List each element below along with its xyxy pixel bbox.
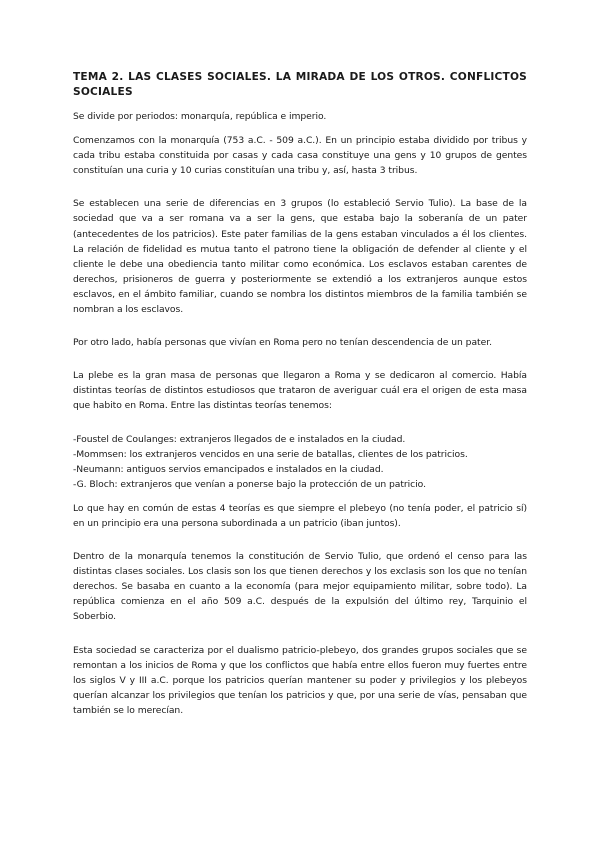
paragraph-common: Lo que hay en común de estas 4 teorías es que siempre el plebeyo (no tenía poder, el patricio sí) en un principio era una persona subordinada a un patricio (iban juntos). [73, 502, 527, 529]
list-item: -Foustel de Coulanges: extranjeros llegados de e instalados en la ciudad. [73, 433, 406, 445]
paragraph-no-pater: Por otro lado, había personas que vivían en Roma pero no tenían descendencia de un pater. [73, 337, 492, 349]
list-item: -G. Bloch: extranjeros que venían a ponerse bajo la protección de un patricio. [73, 478, 426, 490]
page-title: TEMA 2. LAS CLASES SOCIALES. LA MIRADA DE LOS OTROS. CONFLICTOS SOCIALES [73, 71, 527, 98]
paragraph-monarchy: Comenzamos con la monarquía (753 a.C. - 509 a.C.). En un principio estaba dividido por tribus y cada tribu estaba constituida por casas y cada casa constituye una gens y 10 grupos de gentes constituían una curia y 10 curias constituían una tribu y, así, hasta 3 tribus. [73, 135, 527, 177]
paragraph-plebe: La plebe es la gran masa de personas que llegaron a Roma y se dedicaron al comercio. Había distintas teorías de distintos estudiosos que trataron de averiguar cuál era el origen de esta masa que habito en Roma. Entre las distintas teorías tenemos: [73, 370, 527, 412]
theories-list [73, 432, 527, 492]
paragraph-servio-tulio: Dentro de la monarquía tenemos la constitución de Servio Tulio, que ordenó el censo para las distintas clases sociales. Los clasis son los que tienen derechos y los exclasis son los que no tenían derechos. Se basaba en cuanto a la economía (para mejor equipamiento militar, sobre todo). La república comienza en el año 509 a.C. después de la expulsión del último rey, Tarquinio el Soberbio. [73, 551, 527, 623]
paragraph-groups: Se establecen una serie de diferencias en 3 grupos (lo estableció Servio Tulio). La base de la sociedad que va a ser romana va a ser la gens, que estaba bajo la soberanía de un pater (antecedentes de los patricios). Este pater familias de la gens estaban vinculados a él los clientes. La relación de fidelidad es mutua tanto el patrono tiene la obligación de defender al cliente y el cliente le debe una obediencia tanto militar como económica. Los esclavos estaban carentes de derechos, prisioneros de guerra y posteriormente se extendió a los extranjeros aunque estos esclavos, en el ámbito familiar, cuando se nombra los distintos miembros de la familia también se nombran a los esclavos. [73, 198, 527, 316]
list-item: -Mommsen: los extranjeros vencidos en una serie de batallas, clientes de los patricios. [73, 448, 468, 460]
paragraph-periods: Se divide por periodos: monarquía, república e imperio. [73, 111, 327, 122]
paragraph-dualism: Esta sociedad se caracteriza por el dualismo patricio-plebeyo, dos grandes grupos sociales que se remontan a los inicios de Roma y que los conflictos que había entre ellos fueron muy fuertes entre los siglos V y III a.C. porque los patricios querían mantener su poder y privilegios y los plebeyos querían alcanzar los privilegios que tenían los patricios y que, por una serie de vías, pensaban que también se lo merecían. [73, 644, 527, 716]
list-item: -Neumann: antiguos servios emancipados e instalados en la ciudad. [73, 463, 384, 475]
